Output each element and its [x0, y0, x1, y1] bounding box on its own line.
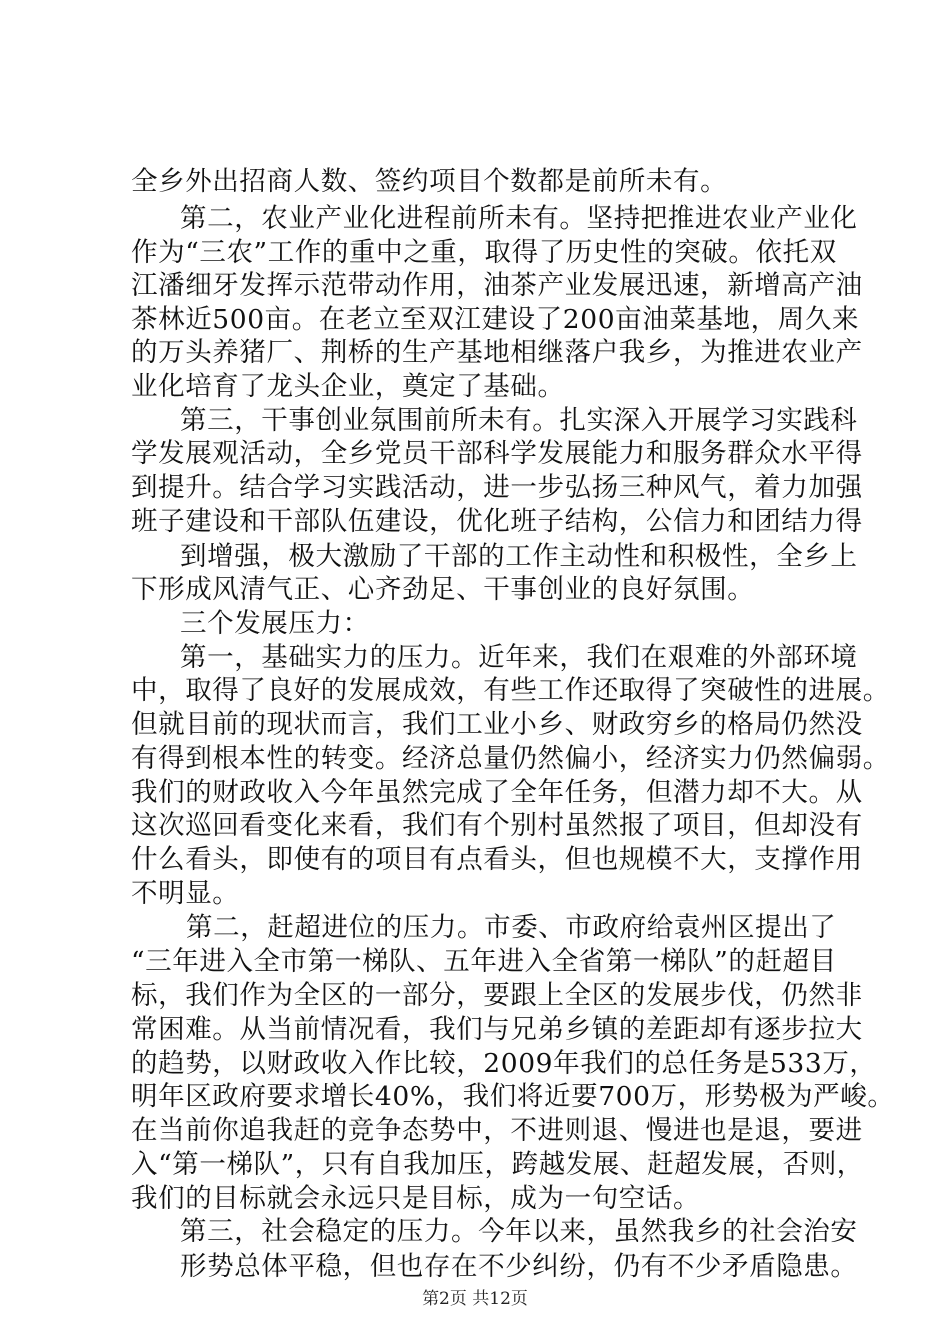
text-line: 第三，社会稳定的压力。今年以来，虽然我乡的社会治安 — [180, 1216, 858, 1247]
text-line: 三个发展压力： — [180, 608, 370, 639]
text-line: 全乡外出招商人数、签约项目个数都是前所未有。 — [131, 166, 728, 197]
text-line: 江潘细牙发挥示范带动作用，油茶产业发展迅速，新增高产油 — [131, 270, 863, 301]
text-line: 明年区政府要求增长40%，我们将近要700万，形势极为严峻。 — [131, 1081, 895, 1112]
text-line: 第一，基础实力的压力。近年来，我们在艰难的外部环境 — [180, 642, 858, 673]
text-line: 有得到根本性的转变。经济总量仍然偏小，经济实力仍然偏弱。 — [131, 743, 890, 774]
text-line: 茶林近500亩。在老立至双江建设了200亩油菜基地，周久来 — [131, 304, 860, 335]
text-line: 作为“三农”工作的重中之重，取得了历史性的突破。依托双 — [131, 237, 837, 268]
page-footer: 第2页 共12页 — [422, 1289, 528, 1309]
text-line: 中，取得了良好的发展成效，有些工作还取得了突破性的进展。 — [131, 675, 890, 706]
text-line: 第二，农业产业化进程前所未有。坚持把推进农业产业化 — [180, 203, 858, 234]
text-line: 在当前你追我赶的竞争态势中，不进则退、慢进也是退，要进 — [131, 1115, 863, 1146]
text-line: 常困难。从当前情况看，我们与兄弟乡镇的差距却有逐步拉大 — [131, 1014, 863, 1045]
text-line: 业化培育了龙头企业，奠定了基础。 — [131, 371, 565, 402]
text-line: 但就目前的现状而言，我们工业小乡、财政穷乡的格局仍然没 — [131, 709, 863, 740]
text-line: 什么看头，即使有的项目有点看头，但也规模不大，支撑作用 — [131, 844, 863, 875]
text-line: 到提升。结合学习实践活动，进一步弘扬三种风气，着力加强 — [131, 472, 863, 503]
text-line: 的万头养猪厂、荆桥的生产基地相继落户我乡，为推进农业产 — [131, 337, 863, 368]
text-line: “三年进入全市第一梯队、五年进入全省第一梯队”的赶超目 — [131, 946, 837, 977]
text-line: 班子建设和干部队伍建设，优化班子结构，公信力和团结力得 — [131, 506, 863, 537]
text-line: 下形成风清气正、心齐劲足、干事创业的良好氛围。 — [131, 574, 755, 605]
text-line: 我们的财政收入今年虽然完成了全年任务，但潜力却不大。从 — [131, 777, 863, 808]
text-line: 第三，干事创业氛围前所未有。扎实深入开展学习实践科 — [180, 405, 858, 436]
text-line: 标，我们作为全区的一部分，要跟上全区的发展步伐，仍然非 — [131, 980, 863, 1011]
text-line: 学发展观活动，全乡党员干部科学发展能力和服务群众水平得 — [131, 438, 863, 469]
text-line: 到增强，极大激励了干部的工作主动性和积极性，全乡上 — [180, 541, 858, 572]
text-line: 形势总体平稳，但也存在不少纠纷，仍有不少矛盾隐患。 — [180, 1251, 858, 1282]
text-line: 入“第一梯队”，只有自我加压，跨越发展、赶超发展，否则， — [131, 1149, 864, 1180]
text-line: 第二，赶超进位的压力。市委、市政府给袁州区提出了 — [186, 912, 837, 943]
text-line: 我们的目标就会永远只是目标，成为一句空话。 — [131, 1183, 701, 1214]
text-line: 这次巡回看变化来看，我们有个别村虽然报了项目，但却没有 — [131, 810, 863, 841]
text-line: 不明显。 — [131, 878, 240, 909]
text-line: 的趋势，以财政收入作比较，2009年我们的总任务是533万， — [131, 1048, 877, 1079]
